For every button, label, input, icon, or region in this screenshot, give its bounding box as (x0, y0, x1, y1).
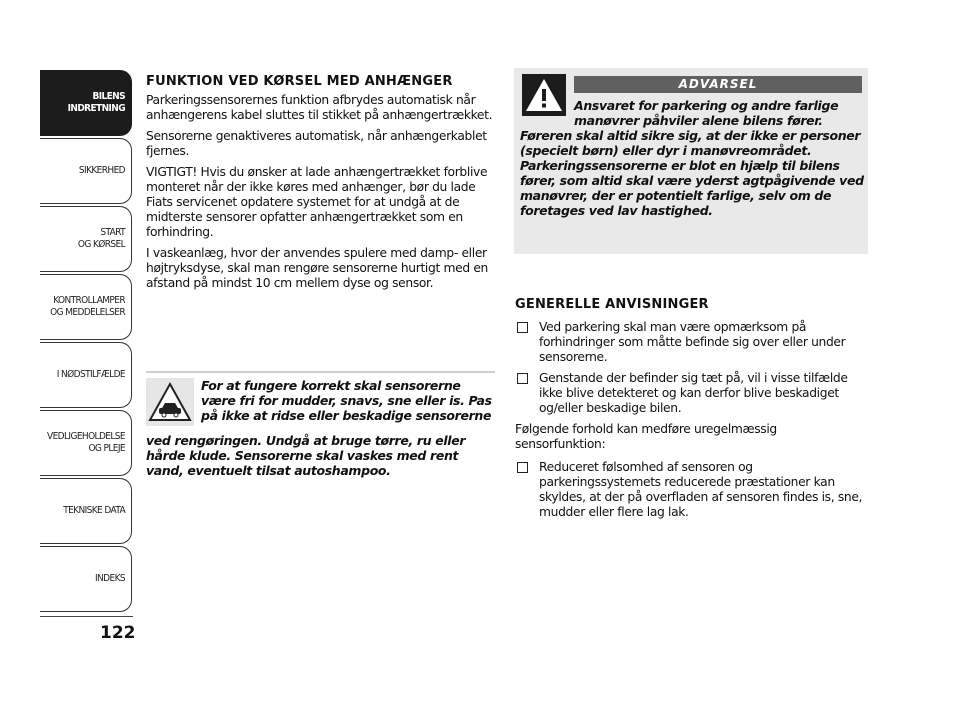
checkbox-bullet-icon (517, 373, 528, 384)
warning-label: ADVARSEL (574, 76, 862, 93)
note-text-full: ved rengøringen. Undgå at bruge tørre, ru eller hårde klude. Sensorerne skal vaskes med rent vand, eventuelt tilsat autoshampoo. (146, 433, 466, 478)
warning-triangle-icon (522, 74, 566, 116)
bullet-list (515, 460, 865, 520)
tab-label: OG PLEJE (88, 443, 125, 454)
tab-start-og-korsel[interactable] (40, 206, 132, 272)
left-column (146, 74, 498, 297)
tab-label: I NØDSTILFÆLDE (56, 369, 125, 380)
paragraph: VIGTIGT! Hvis du ønsker at lade anhængertrækket forblive monteret når der ikke køres med anhænger, bør du lade Fiats servicenet opdatere systemet for at undgå at de midterste sensorer opfatter anhængertrækket som en forhindring. (146, 165, 488, 239)
list-item (515, 320, 865, 365)
section-heading-general: GENERELLE ANVISNINGER (515, 297, 709, 312)
checkbox-bullet-icon (517, 322, 528, 333)
right-column (515, 297, 865, 526)
page-divider (40, 616, 133, 617)
tab-label: INDEKS (94, 573, 125, 584)
paragraph: Parkeringssensorernes funktion afbrydes automatisk når anhængerens kabel sluttes til stikket på anhængertrækket. (146, 93, 493, 122)
tab-bilens-indretning[interactable] (40, 70, 132, 136)
tab-indeks[interactable] (40, 546, 132, 612)
list-item (515, 460, 865, 520)
tab-label: BILENS (92, 91, 125, 102)
paragraph: I vaskeanlæg, hvor der anvendes spulere med damp- eller højtryksdyse, skal man rengøre sensorerne hurtigt med en afstand på mindst 10 cm mellem dyse og sensor. (146, 246, 488, 290)
warning-text-indented: Ansvaret for parkering og andre farlige manøvrer påhviler alene bilens fører. (574, 98, 839, 128)
tab-label: OG KØRSEL (77, 239, 125, 250)
tab-kontrollamper[interactable] (40, 274, 132, 340)
checkbox-bullet-icon (517, 462, 528, 473)
tab-i-nodstilfaelde[interactable] (40, 342, 132, 408)
list-item-text: Ved parkering skal man være opmærksom på forhindringer som måtte befinde sig over eller under sensorerne. (539, 320, 846, 364)
note-text-indented: For at fungere korrekt skal sensorerne være fri for mudder, snavs, sne eller is. Pas på ikke at ridse eller beskadige sensorerne (201, 378, 492, 423)
tab-label: TEKNISKE DATA (63, 505, 125, 516)
list-item (515, 371, 865, 416)
tab-label: VEDLIGEHOLDELSE (47, 431, 125, 442)
list-item-text: Reduceret følsomhed af sensoren og parkeringssystemets reducerede præstationer kan skyldes, at der på overfladen af sensoren findes is, sne, mudder eller flere lag lak. (539, 460, 863, 519)
page-number: 122 (100, 623, 136, 643)
list-item-text: Genstande der befinder sig tæt på, vil i visse tilfælde ikke blive detekteret og kan derfor blive beskadiget og/eller beskadige bilen. (539, 371, 848, 415)
tab-tekniske-data[interactable] (40, 478, 132, 544)
bullet-list (515, 320, 865, 416)
tab-vedligeholdelse[interactable] (40, 410, 132, 476)
warning-text-full: Føreren skal altid sikre sig, at der ikke er personer (specielt børn) eller dyr i manøvreområdet. Parkeringssensorerne er blot en hjælp til bilens fører, som altid skal være yderst agtpågivende ved manøvrer, der er potentielt farlige, selv om de foretages ved lav hastighed. (520, 128, 864, 218)
tab-label: INDRETNING (67, 103, 125, 114)
paragraph: Sensorerne genaktiveres automatisk, når anhængerkablet fjernes. (146, 129, 487, 158)
warning-box (514, 68, 868, 254)
paragraph: Følgende forhold kan medføre uregelmæssig sensorfunktion: (515, 422, 777, 451)
section-heading-trailer: FUNKTION VED KØRSEL MED ANHÆNGER (146, 74, 453, 89)
tab-label: START (100, 227, 125, 238)
note-top-rule (146, 371, 495, 373)
car-note-icon (146, 378, 194, 426)
tab-sikkerhed[interactable] (40, 138, 132, 204)
tab-label: OG MEDDELELSER (50, 307, 125, 318)
tab-label: KONTROLLAMPER (53, 295, 125, 306)
tab-label: SIKKERHED (78, 165, 125, 176)
